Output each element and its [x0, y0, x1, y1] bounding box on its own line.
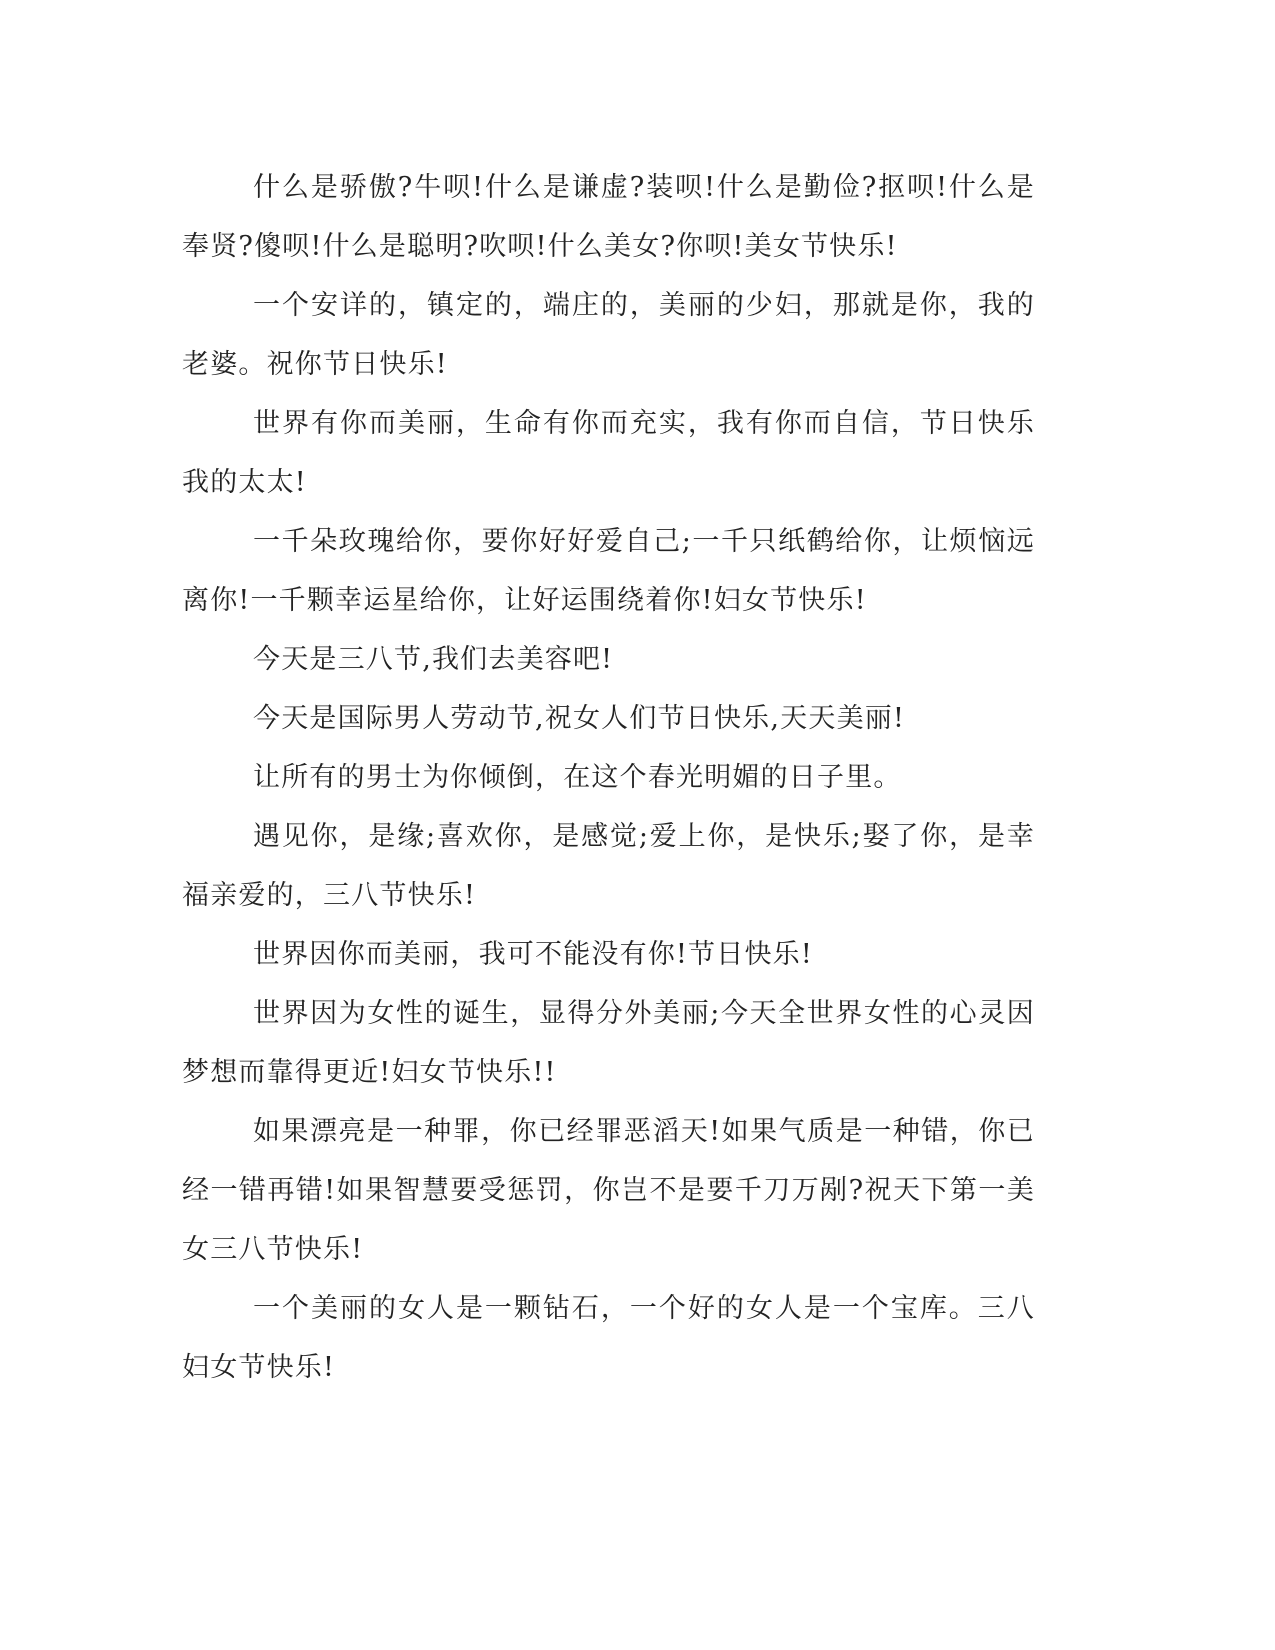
paragraph: 一千朵玫瑰给你，要你好好爱自己;一千只纸鹤给你，让烦恼远离你!一千颗幸运星给你，让好运围绕着你!妇女节快乐!: [182, 526, 1035, 616]
paragraph: 让所有的男士为你倾倒，在这个春光明媚的日子里。: [253, 762, 902, 793]
paragraph: 一个安详的，镇定的，端庄的，美丽的少妇，那就是你，我的老婆。祝你节日快乐!: [182, 290, 1035, 380]
paragraph: 一个美丽的女人是一颗钻石，一个好的女人是一个宝库。三八妇女节快乐!: [182, 1293, 1035, 1383]
paragraph: 世界因为女性的诞生，显得分外美丽;今天全世界女性的心灵因梦想而靠得更近!妇女节快乐!!: [182, 998, 1035, 1088]
paragraph: 如果漂亮是一种罪，你已经罪恶滔天!如果气质是一种错，你已经一错再错!如果智慧要受惩罚，你岂不是要千刀万剐?祝天下第一美女三八节快乐!: [182, 1116, 1035, 1265]
paragraph: 遇见你，是缘;喜欢你，是感觉;爱上你，是快乐;娶了你，是幸福亲爱的，三八节快乐!: [182, 821, 1035, 911]
paragraph: 世界有你而美丽，生命有你而充实，我有你而自信，节日快乐我的太太!: [182, 408, 1035, 498]
paragraph: 今天是国际男人劳动节,祝女人们节日快乐,天天美丽!: [253, 703, 906, 734]
document-body: [182, 158, 1035, 1397]
paragraph: 什么是骄傲?牛呗!什么是谦虚?装呗!什么是勤俭?抠呗!什么是奉贤?傻呗!什么是聪明?吹呗!什么美女?你呗!美女节快乐!: [182, 172, 1035, 262]
paragraph: 世界因你而美丽，我可不能没有你!节日快乐!: [253, 939, 813, 970]
paragraph: 今天是三八节,我们去美容吧!: [253, 644, 614, 675]
